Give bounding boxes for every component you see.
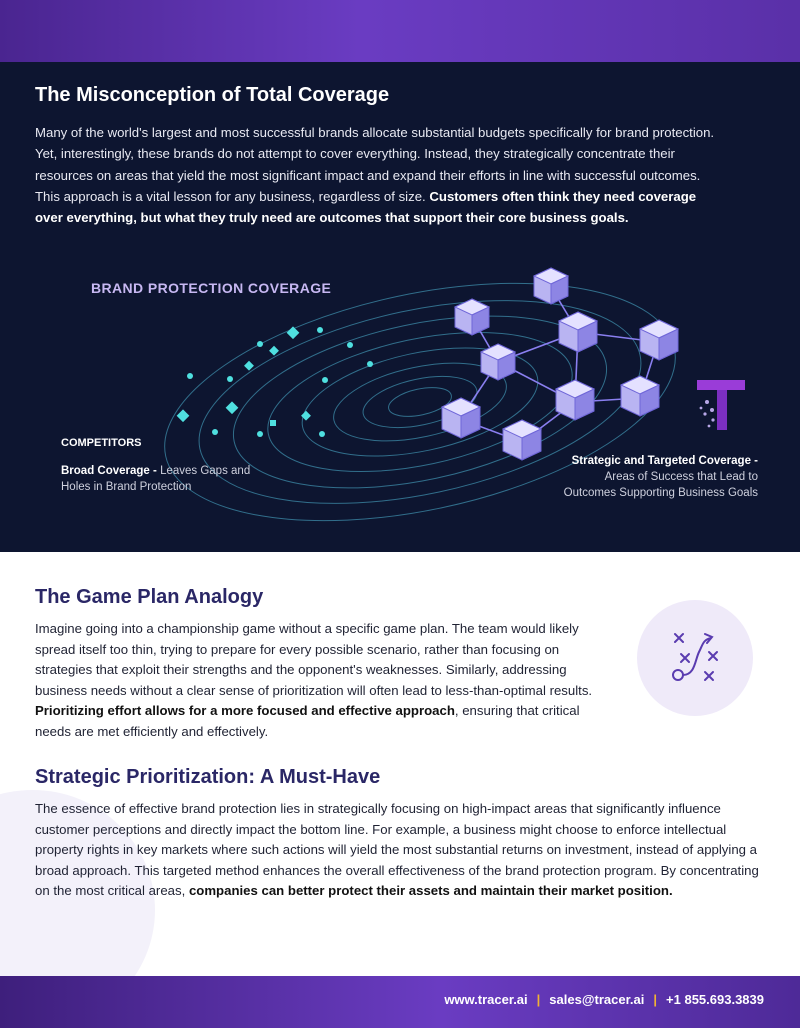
strategic-label: Strategic and Targeted Coverage -: [571, 455, 758, 467]
cube: [559, 312, 597, 352]
intro-bold-text: Customers often think they need coverage over everything, but what they truly need are outcomes that support their core business goals.: [35, 188, 697, 226]
cube: [481, 344, 515, 380]
strategic-paragraph: [35, 799, 765, 902]
top-banner: [0, 0, 800, 62]
cube: [503, 420, 541, 460]
play-diagram-icon: [637, 600, 753, 716]
website-link[interactable]: www.tracer.ai: [444, 992, 528, 1007]
cube: [556, 380, 594, 420]
game-plan-section: [35, 586, 615, 742]
cube: [640, 320, 678, 360]
game-plan-title: The Game Plan Analogy: [35, 586, 264, 608]
game-plan-bold-text: Prioritizing effort allows for a more focused and effective approach: [35, 703, 455, 718]
section-title: The Misconception of Total Coverage: [35, 84, 390, 106]
game-plan-text: Imagine going into a championship game without a specific game plan. The team would likely spread itself too thin, trying to prepare for every possible scenario, rather than focusing on strategies that exploit their strengths and the opponent's weaknesses. Similarly, addressing business needs without a clear sense of prioritization will often lead to less-than-optimal results.: [35, 621, 593, 698]
footer: [0, 976, 800, 1028]
strategic-title: Strategic Prioritization: A Must-Have: [35, 766, 381, 788]
strategic-section: [35, 766, 765, 902]
tracer-logo-icon: [697, 380, 745, 430]
footer-contacts: [444, 992, 764, 1007]
strategic-bold-text: companies can better protect their assets and maintain their market position.: [188, 883, 673, 898]
strategic-description: [558, 453, 758, 501]
cube: [621, 376, 659, 416]
cube: [455, 299, 489, 335]
diagram-title: BRAND PROTECTION COVERAGE: [91, 280, 332, 296]
competitors-heading: COMPETITORS: [61, 437, 142, 449]
footer-separator: |: [536, 992, 541, 1007]
competitors-text: Leaves Gaps and Holes in Brand Protection: [61, 465, 251, 493]
game-plan-icon: [637, 600, 753, 716]
strategic-body-text: The essence of effective brand protection lies in strategically focusing on high-impact areas that significantly influence customer perceptions and directly impact the bottom line. For example, a business might choose to enforce intellectual property rights in key markets where such actions will yield the most substantial returns on investment, instead of applying a broad approach. This targeted method enhances the overall effectiveness of the brand protection program. By concentrating on the most critical areas,: [35, 801, 759, 898]
strategic-cubes: [442, 268, 678, 460]
email-link[interactable]: sales@tracer.ai: [549, 992, 645, 1007]
strategic-text: Areas of Success that Lead to Outcomes Supporting Business Goals: [563, 471, 758, 499]
coverage-section: [0, 62, 800, 552]
cube: [442, 398, 480, 438]
competitors-label: Broad Coverage -: [61, 465, 157, 477]
competitors-description: [61, 463, 261, 495]
game-plan-text-end: , ensuring that critical needs are met efficiently and effectively.: [35, 703, 580, 739]
footer-separator: |: [653, 992, 658, 1007]
cube: [534, 268, 568, 304]
game-plan-paragraph: [35, 619, 615, 742]
phone-link[interactable]: +1 855.693.3839: [666, 992, 764, 1007]
intro-text: Many of the world's largest and most successful brands allocate substantial budgets specifically for brand protection. Yet, interestingly, these brands do not attempt to cover everything. Instead, they strategically concentrate their resources on areas that yield the most significant impact and expand their efforts in line with successful outcomes. This approach is a vital lesson for any business, regardless of size.: [35, 125, 715, 204]
